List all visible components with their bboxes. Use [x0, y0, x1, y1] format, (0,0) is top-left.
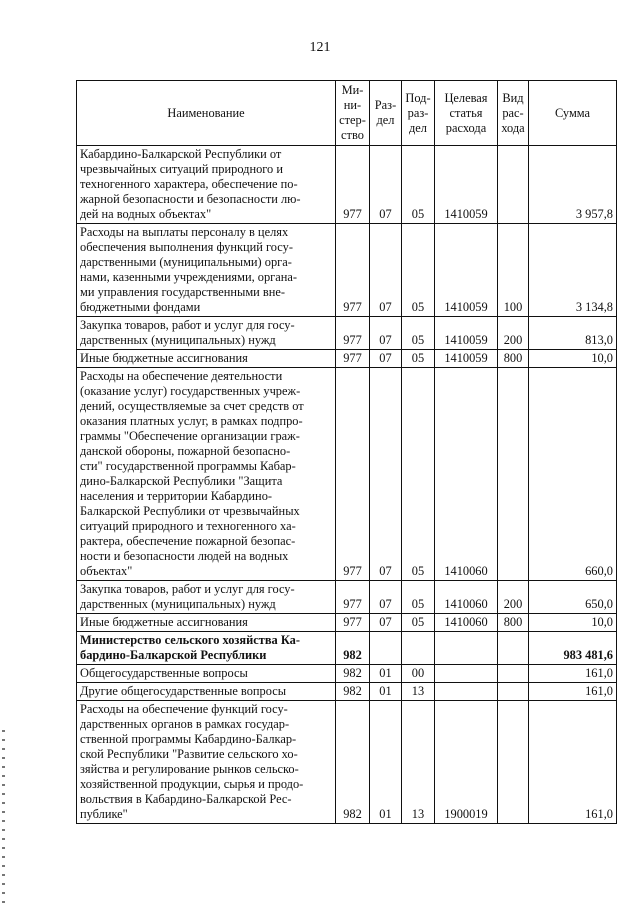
header-ministry [336, 81, 370, 146]
header-expense-type-label: Вид рас- хода [501, 90, 525, 135]
cell-subsection: 05 [402, 224, 435, 317]
cell-ministry: 977 [336, 614, 370, 632]
cell-expense-type: 100 [498, 224, 529, 317]
cell-subsection: 13 [402, 683, 435, 701]
table-row [77, 683, 617, 701]
cell-section: 01 [370, 683, 402, 701]
cell-name: Кабардино-Балкарской Республики от чрезвычайных ситуаций природного и техногенного характера, обеспечение по- жарной безопасности и безопасности лю- дей на водных объектах" [77, 146, 336, 224]
cell-ministry: 977 [336, 317, 370, 350]
cell-target: 1410059 [435, 317, 498, 350]
scan-margin-marks [2, 730, 5, 905]
table-row [77, 368, 617, 581]
cell-section: 07 [370, 317, 402, 350]
cell-target: 1410059 [435, 350, 498, 368]
table-row [77, 146, 617, 224]
table-row [77, 632, 617, 665]
cell-section: 07 [370, 581, 402, 614]
cell-ministry: 977 [336, 350, 370, 368]
cell-amount: 813,0 [529, 317, 617, 350]
header-expense-type [498, 81, 529, 146]
table-row [77, 614, 617, 632]
header-subsection-label: Под- раз- дел [405, 90, 431, 135]
cell-name: Министерство сельского хозяйства Ка- бардино-Балкарской Республики [77, 632, 336, 665]
header-target-label: Целевая статья расхода [444, 90, 488, 135]
cell-expense-type [498, 146, 529, 224]
cell-expense-type: 200 [498, 581, 529, 614]
cell-section [370, 632, 402, 665]
cell-name: Закупка товаров, работ и услуг для госу- дарственных (муниципальных) нужд [77, 317, 336, 350]
cell-ministry: 977 [336, 224, 370, 317]
header-target [435, 81, 498, 146]
header-amount [529, 81, 617, 146]
cell-target [435, 632, 498, 665]
cell-amount: 650,0 [529, 581, 617, 614]
cell-expense-type [498, 701, 529, 824]
table-row [77, 317, 617, 350]
table-row [77, 701, 617, 824]
cell-expense-type: 200 [498, 317, 529, 350]
cell-amount: 161,0 [529, 665, 617, 683]
cell-amount: 983 481,6 [529, 632, 617, 665]
cell-section: 01 [370, 701, 402, 824]
cell-section: 07 [370, 614, 402, 632]
page-number: 121 [309, 40, 331, 55]
header-subsection [402, 81, 435, 146]
cell-subsection: 05 [402, 350, 435, 368]
cell-section: 07 [370, 368, 402, 581]
cell-target [435, 665, 498, 683]
cell-target: 1900019 [435, 701, 498, 824]
cell-name: Расходы на выплаты персоналу в целях обеспечения выполнения функций госу- дарственными (муниципальными) орга- нами, казенными учреждениями, органа- ми управления государственными вне- бюджетными фондами [77, 224, 336, 317]
cell-section: 01 [370, 665, 402, 683]
cell-name: Иные бюджетные ассигнования [77, 350, 336, 368]
cell-subsection: 05 [402, 368, 435, 581]
header-ministry-label: Ми- ни- стер- ство [339, 83, 366, 142]
cell-name: Другие общегосударственные вопросы [77, 683, 336, 701]
cell-subsection: 13 [402, 701, 435, 824]
cell-amount: 10,0 [529, 350, 617, 368]
cell-amount: 3 957,8 [529, 146, 617, 224]
cell-ministry: 982 [336, 683, 370, 701]
header-section [370, 81, 402, 146]
cell-amount: 161,0 [529, 701, 617, 824]
cell-target [435, 683, 498, 701]
cell-subsection: 05 [402, 614, 435, 632]
cell-name: Расходы на обеспечение деятельности (оказание услуг) государственных учреж- дений, осуществляемые за счет средств от оказания платных услуг, в рамках подпро- граммы "Обеспечение организации граж- данской обороны, пожарной безопасно- сти" государственной программы Кабар- дино-Балкарской Республики "Защита населения и территории Кабардино- Балкарской Республики от чрезвычайных ситуаций природного и техногенного ха- рактера, обеспечение пожарной безопас- ности и безопасности людей на водных объектах" [77, 368, 336, 581]
header-row [77, 81, 617, 146]
cell-name: Общегосударственные вопросы [77, 665, 336, 683]
cell-name: Иные бюджетные ассигнования [77, 614, 336, 632]
cell-target: 1410059 [435, 146, 498, 224]
cell-subsection: 05 [402, 581, 435, 614]
cell-subsection: 00 [402, 665, 435, 683]
header-name [77, 81, 336, 146]
cell-target: 1410060 [435, 581, 498, 614]
table-row [77, 581, 617, 614]
header-name-label: Наименование [167, 105, 245, 120]
budget-table [76, 80, 617, 824]
table-row [77, 350, 617, 368]
cell-expense-type: 800 [498, 350, 529, 368]
cell-subsection: 05 [402, 317, 435, 350]
cell-expense-type [498, 683, 529, 701]
cell-expense-type [498, 368, 529, 581]
cell-ministry: 977 [336, 368, 370, 581]
table-row [77, 665, 617, 683]
cell-expense-type [498, 632, 529, 665]
cell-subsection [402, 632, 435, 665]
cell-expense-type: 800 [498, 614, 529, 632]
cell-ministry: 982 [336, 665, 370, 683]
cell-name: Расходы на обеспечение функций госу- дарственных органов в рамках государ- ственной программы Кабардино-Балкар- ской Республики "Развитие сельского хо- зяйства и регулирование рынков сельско- хозяйственной продукции, сырья и продо- вольствия в Кабардино-Балкарской Рес- публике" [77, 701, 336, 824]
table-row [77, 224, 617, 317]
cell-section: 07 [370, 146, 402, 224]
cell-amount: 161,0 [529, 683, 617, 701]
cell-section: 07 [370, 350, 402, 368]
cell-subsection: 05 [402, 146, 435, 224]
cell-name: Закупка товаров, работ и услуг для госу- дарственных (муниципальных) нужд [77, 581, 336, 614]
cell-amount: 660,0 [529, 368, 617, 581]
cell-target: 1410059 [435, 224, 498, 317]
header-amount-label: Сумма [554, 105, 591, 120]
cell-ministry: 982 [336, 701, 370, 824]
cell-target: 1410060 [435, 368, 498, 581]
cell-ministry: 977 [336, 146, 370, 224]
cell-target: 1410060 [435, 614, 498, 632]
header-section-label: Раз- дел [374, 98, 397, 127]
cell-section: 07 [370, 224, 402, 317]
cell-amount: 3 134,8 [529, 224, 617, 317]
cell-amount: 10,0 [529, 614, 617, 632]
cell-ministry: 982 [336, 632, 370, 665]
cell-ministry: 977 [336, 581, 370, 614]
cell-expense-type [498, 665, 529, 683]
